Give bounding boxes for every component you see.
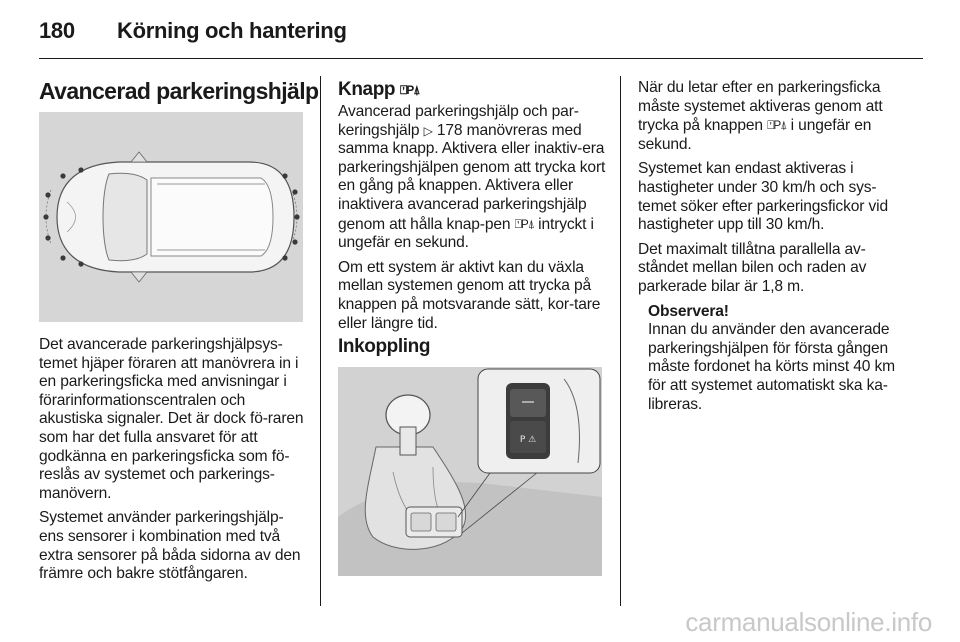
column-3-text (638, 79, 910, 414)
svg-text:P ⚠: P ⚠ (519, 435, 537, 445)
text-run: i ungefär en sekund. (638, 117, 872, 153)
column-1-text (39, 336, 307, 590)
arrow-right-icon: ▷ (423, 123, 433, 138)
text-run: intryckt i ungefär en sekund. (338, 215, 594, 252)
note-body: Innan du använder den avancerade parkeringshjälpen för första gången måste fordonet ha körts minst 40 km för att systemet automatiskt ska ka-libreras. (648, 321, 895, 413)
watermark: carmanualsonline.info (685, 607, 932, 637)
paragraph: Om ett system är aktivt kan du växla mellan systemen genom att trycka på knappen på motsvarande sätt, kor-tare eller längre tid. (338, 258, 601, 332)
column-divider (620, 76, 621, 606)
column-divider (320, 76, 321, 606)
text-run: Avancerad parkeringshjälp och par-keringshjälp (338, 103, 579, 139)
heading-knapp (338, 79, 419, 101)
column-2-text (338, 103, 606, 339)
parking-assist-button-icon: ⍞P⍋ (514, 216, 534, 231)
paragraph (638, 79, 910, 154)
console-illustration (338, 367, 602, 576)
heading-inkoppling: Inkoppling (338, 336, 431, 357)
chapter-title: Körning och hantering (117, 18, 347, 43)
paragraph: Systemet kan endast aktiveras i hastigheter under 30 km/h och sys-temet söker efter parkeringsfickor vid hastigheter upp till 30 km/h. (638, 160, 888, 234)
note-heading: Observera! (648, 302, 729, 320)
car-sensor-illustration (39, 112, 303, 322)
page-number: 180 (39, 18, 75, 43)
paragraph: Det maximalt tillåtna parallella av-ståndet mellan bilen och raden av parkerade bilar är 1,8 m. (638, 240, 867, 295)
paragraph: Det avancerade parkeringshjälpsys-temet hjäper föraren att manövrera in i en parkeringsficka med anvisningar i förarinformationscentralen och akustiska signaler. Det är dock fö-raren som har det fulla ansvaret för att godkänna en parkeringsficka som fö-reslås av systemet och parkerings-manövern. (39, 336, 304, 502)
header-rule (39, 58, 923, 59)
text-run: 178 manövreras med samma knapp. Aktivera eller inaktiv-era parkeringshjälpen genom att trycka kort en gång på knappen. Aktivera eller inaktivera avancerad parkeringshjälp genom att hålla knap-pen (338, 121, 606, 233)
parking-assist-button-icon: ⍞P⍋ (400, 83, 420, 97)
console-button-figure (338, 367, 602, 576)
section-title: Avancerad parkeringshjälp (39, 78, 319, 104)
note-block (638, 303, 910, 415)
car-topview-figure (39, 112, 303, 322)
paragraph (338, 103, 606, 253)
parking-assist-button-icon: ⍞P⍋ (767, 118, 787, 133)
paragraph: Systemet använder parkeringshjälp-ens sensorer i kombination med två extra sensorer på båda sidorna av den främre och bakre stötfångaren. (39, 509, 301, 583)
heading-text: Knapp (338, 79, 396, 100)
text-run: När du letar efter en parkeringsficka måste systemet aktiveras genom att trycka på knappen (638, 79, 883, 135)
page-header (39, 18, 347, 44)
